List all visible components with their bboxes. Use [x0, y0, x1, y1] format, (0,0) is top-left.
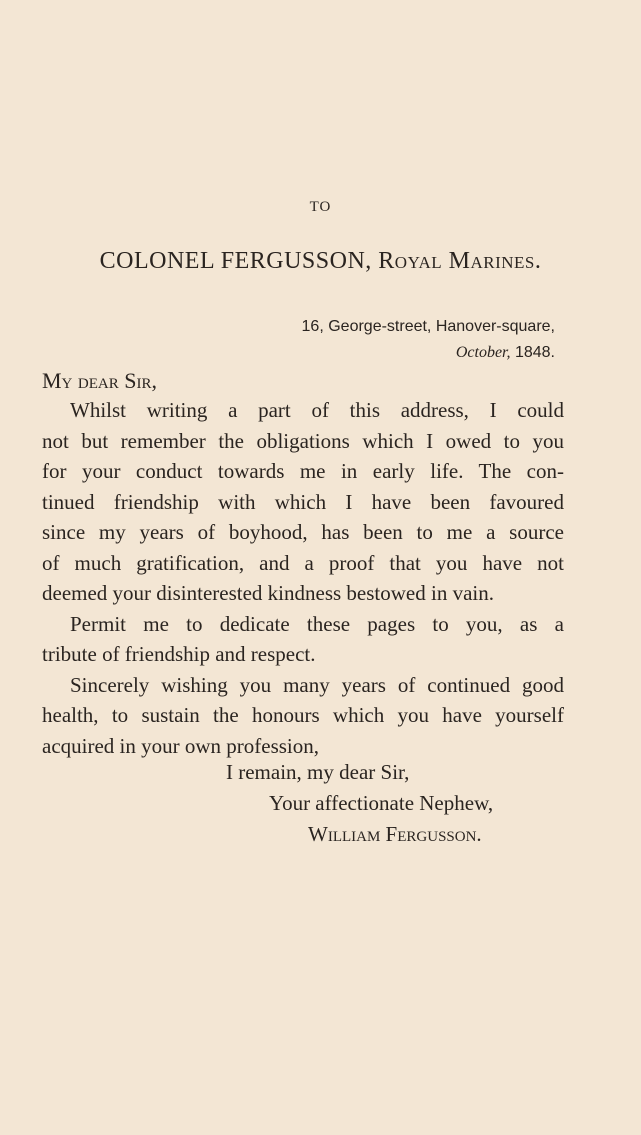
letter-closing — [0, 757, 641, 850]
address-line: 16, George-street, Hanover-square, — [301, 318, 555, 335]
closing-line: I remain, my dear Sir, — [226, 760, 410, 784]
body-line: not but remember the obligations which I owed to you — [42, 428, 564, 453]
recipient-rank: Royal Marines. — [378, 248, 542, 274]
body-line: deemed your disinterested kindness bestowed in vain. — [42, 581, 494, 605]
to-heading: TO — [309, 199, 332, 215]
signature: William Fergusson. — [308, 822, 482, 846]
recipient-heading — [0, 248, 641, 275]
body-line: Permit me to dedicate these pages to you, as a — [70, 611, 564, 636]
body-line: Sincerely wishing you many years of continued good — [70, 672, 564, 697]
date-month: October, — [455, 344, 511, 361]
body-line: tinued friendship with which I have been favoured — [42, 489, 564, 514]
salutation: My dear Sir, — [42, 368, 157, 393]
body-line: for your conduct towards me in early life. The con- — [42, 459, 564, 483]
body-line: tribute of friendship and respect. — [42, 642, 316, 666]
closing-line: Your affectionate Nephew, — [269, 791, 494, 815]
body-line: health, to sustain the honours which you have yourself — [42, 703, 564, 727]
address-date — [302, 340, 555, 366]
recipient-name: COLONEL FERGUSSON, — [99, 248, 372, 274]
body-line: acquired in your own profession, — [42, 733, 320, 758]
body-line: Whilst writing a part of this address, I could — [70, 398, 564, 422]
date-year: 1848. — [514, 344, 555, 361]
body-line: since my years of boyhood, has been to me a source — [42, 520, 564, 544]
letter-body — [42, 395, 564, 761]
body-line: of much gratification, and a proof that you have not — [42, 550, 564, 575]
sender-address — [302, 314, 555, 366]
